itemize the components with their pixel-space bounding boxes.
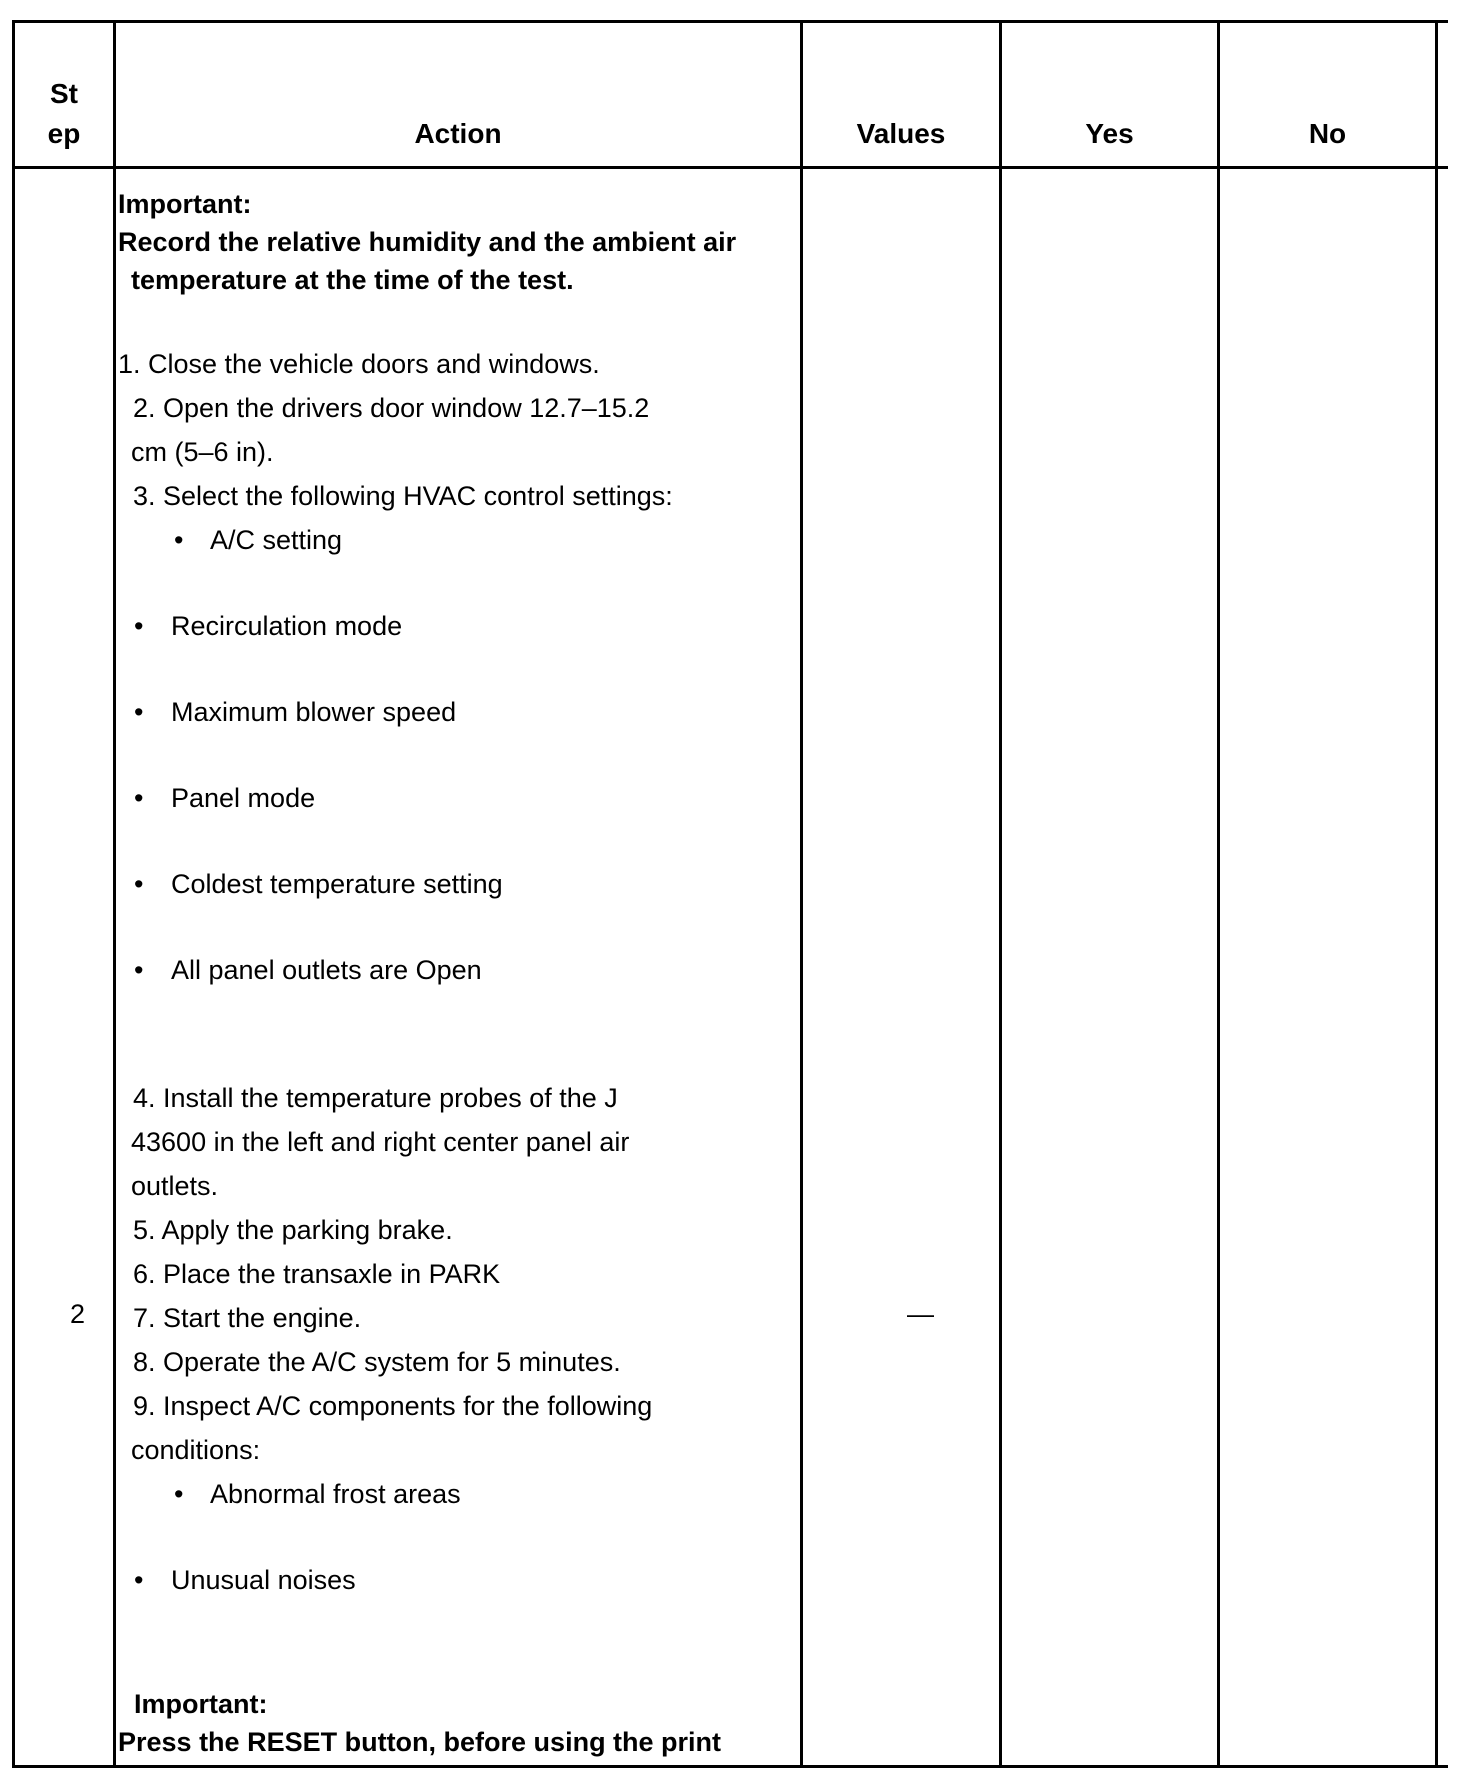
step-8-text: 8. Operate the A/C system for 5 minutes.: [133, 1347, 621, 1377]
important-text-1-line1: Record the relative humidity and the ambient air: [118, 227, 737, 257]
header-step-line2: ep: [47, 118, 81, 149]
header-values: Values: [856, 118, 946, 149]
important-label-2: Important:: [134, 1689, 268, 1719]
bullet-icon: •: [174, 1479, 184, 1509]
values-cell: —: [907, 1299, 934, 1329]
step-3-text: 3. Select the following HVAC control settings:: [133, 481, 673, 511]
col-divider-yes: [1217, 20, 1220, 1768]
table-left-border: [12, 20, 15, 1768]
bullet-icon: •: [134, 611, 144, 641]
setting-item: Maximum blower speed: [171, 697, 457, 727]
bullet-icon: •: [134, 955, 144, 985]
bullet-icon: •: [134, 783, 144, 813]
step-number: 2: [70, 1299, 86, 1329]
step-9-text-line2: conditions:: [131, 1435, 261, 1465]
header-action: Action: [414, 118, 502, 149]
bullet-icon: •: [134, 869, 144, 899]
important-label-1: Important:: [118, 189, 252, 219]
setting-item: All panel outlets are Open: [171, 955, 482, 985]
bullet-icon: •: [134, 1565, 144, 1595]
step-6-text: 6. Place the transaxle in PARK: [133, 1259, 501, 1289]
condition-item: Abnormal frost areas: [210, 1479, 461, 1509]
table-top-border: [12, 20, 1448, 23]
col-divider-step: [113, 20, 116, 1768]
step-2-text-line1: 2. Open the drivers door window 12.7–15.2: [133, 393, 650, 423]
setting-item: Coldest temperature setting: [171, 869, 503, 899]
table-right-border: [1435, 20, 1438, 1768]
step-2-text-line2: cm (5–6 in).: [131, 437, 274, 467]
header-step-line1: St: [50, 78, 78, 109]
header-yes: Yes: [1085, 118, 1134, 149]
condition-item: Unusual noises: [171, 1565, 356, 1595]
important-text-2-line1: Press the RESET button, before using the print: [118, 1727, 722, 1757]
bullet-icon: •: [174, 525, 184, 555]
step-4-text-line2: 43600 in the left and right center panel air: [131, 1127, 630, 1157]
step-9-text-line1: 9. Inspect A/C components for the following: [133, 1391, 653, 1421]
step-1-text: 1. Close the vehicle doors and windows.: [118, 349, 600, 379]
header-no: No: [1308, 118, 1347, 149]
setting-item: A/C setting: [210, 525, 343, 555]
step-4-text-line3: outlets.: [131, 1171, 219, 1201]
header-bottom-border: [12, 166, 1448, 169]
step-4-text-line1: 4. Install the temperature probes of the J: [133, 1083, 618, 1113]
table-bottom-border: [12, 1765, 1448, 1768]
setting-item: Panel mode: [171, 783, 316, 813]
bullet-icon: •: [134, 697, 144, 727]
step-5-text: 5. Apply the parking brake.: [133, 1215, 453, 1245]
step-7-text: 7. Start the engine.: [133, 1303, 362, 1333]
col-divider-action: [800, 20, 803, 1768]
col-divider-values: [999, 20, 1002, 1768]
important-text-1-line2: temperature at the time of the test.: [131, 265, 574, 295]
setting-item: Recirculation mode: [171, 611, 403, 641]
